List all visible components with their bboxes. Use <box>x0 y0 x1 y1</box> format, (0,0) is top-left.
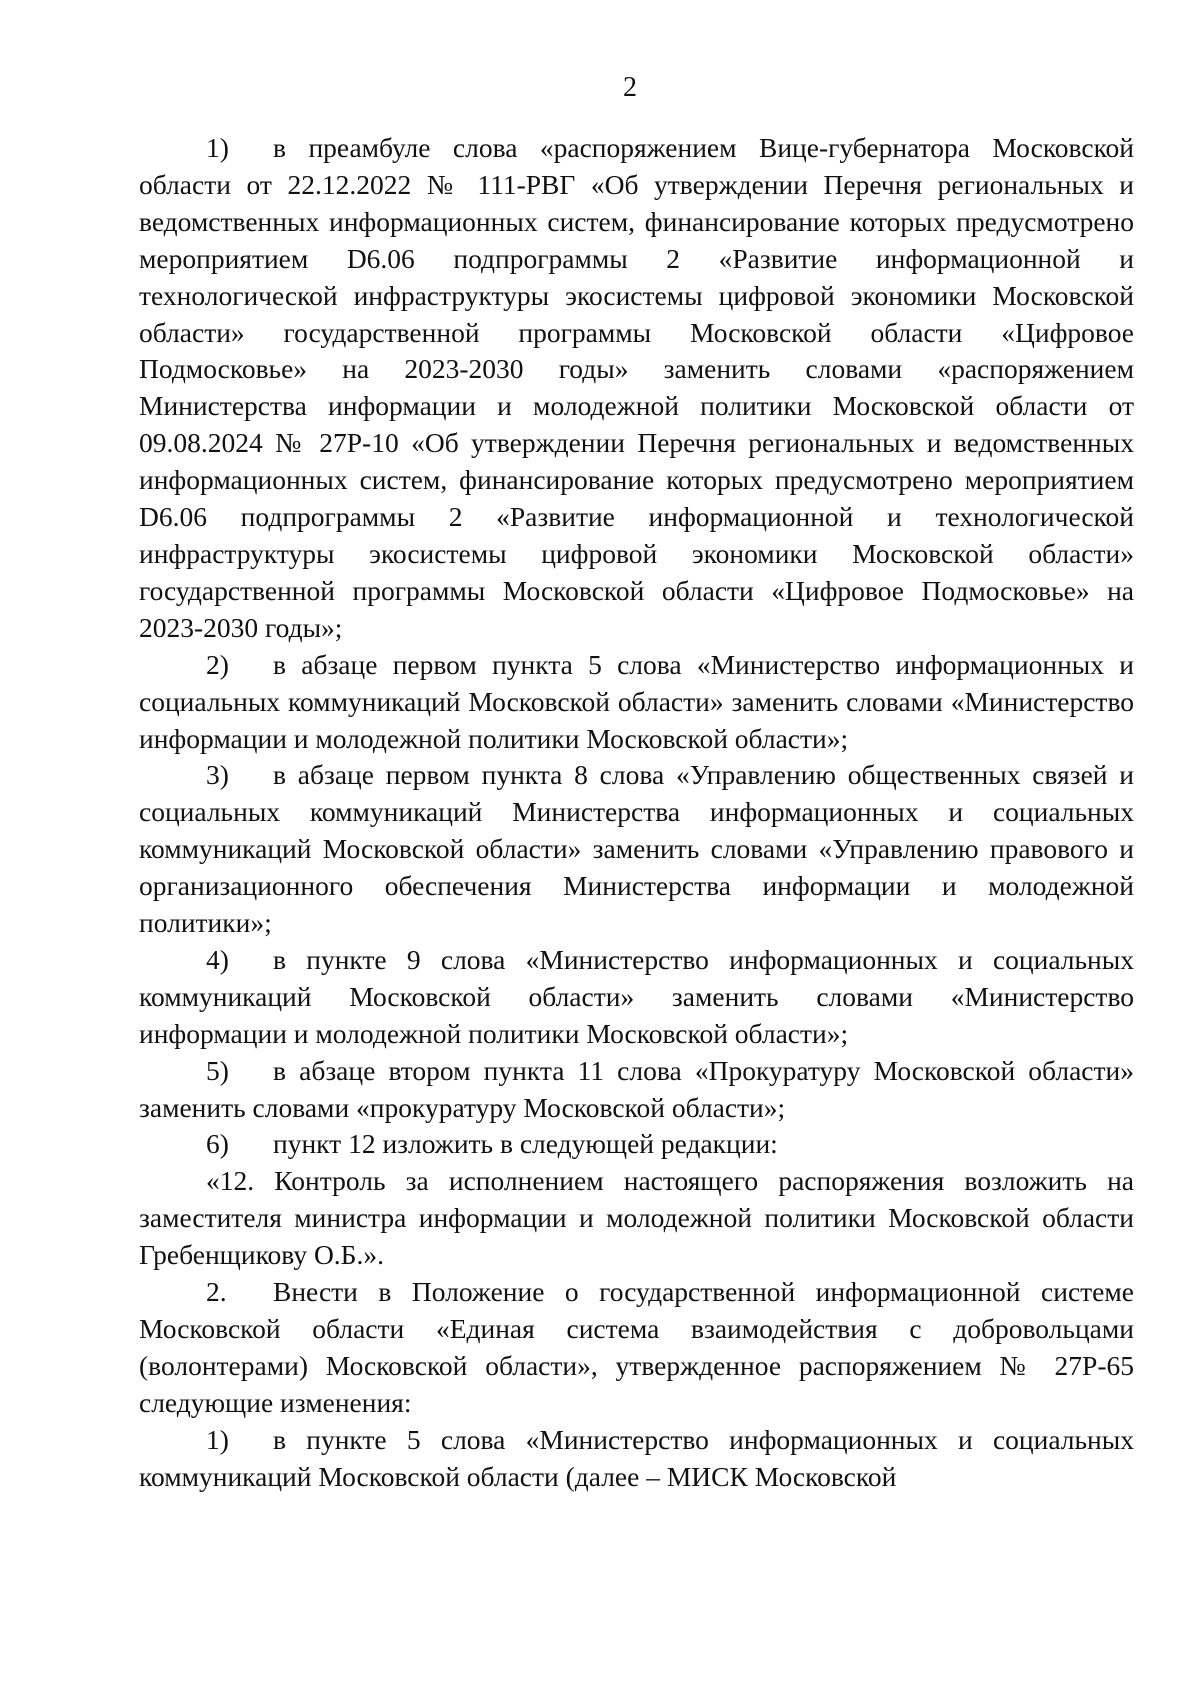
paragraph-item-1 <box>139 130 1134 647</box>
paragraph-text: в абзаце втором пункта 11 слова «Прокуратуру Московской области» заменить словами «прокуратуру Московской области»; <box>139 1054 1134 1123</box>
paragraph-text: пункт 12 изложить в следующей редакции: <box>273 1128 778 1160</box>
paragraph-item-2 <box>139 647 1134 758</box>
paragraph-item-3 <box>139 757 1134 942</box>
paragraph-number: 3) <box>206 759 229 791</box>
paragraph-text: в преамбуле слова «распоряжением Вице-губернатора Московской области от 22.12.2022 № 111-РВГ «Об утверждении Перечня региональных и ведомственных информационных систем, финансирование которых предусмотрено мероприятием D6.06 подпрограммы 2 «Развитие информационной и технологической инфраструктуры экосистемы цифровой экономики Московской области» государственной программы Московской области «Цифровое Подмосковье» на 2023-2030 годы» заменить словами «распоряжением Министерства информации и молодежной политики Московской области от 09.08.2024 № 27Р-10 «Об утверждении Перечня региональных и ведомственных информационных систем, финансирование которых предусмотрено мероприятием D6.06 подпрограммы 2 «Развитие информационной и технологической инфраструктуры экосистемы цифровой экономики Московской области» государственной программы Московской области «Цифровое Подмосковье» на 2023-2030 годы»; <box>139 132 1134 643</box>
paragraph-text: в пункте 9 слова «Министерство информационных и социальных коммуникаций Московской области» заменить словами «Министерство информации и молодежной политики Московской области»; <box>139 943 1134 1049</box>
paragraph-number: 1) <box>206 132 229 163</box>
paragraph-text: в пункте 5 слова «Министерство информационных и социальных коммуникаций Московской области (далее – МИСК Московской <box>139 1423 1134 1492</box>
paragraph-number: 5) <box>206 1054 229 1086</box>
paragraph-item-4 <box>139 942 1134 1053</box>
paragraph-number: 1) <box>206 1423 229 1455</box>
paragraph-point-12-text <box>139 1163 1134 1274</box>
paragraph-number: 4) <box>206 943 229 975</box>
paragraph-text: в абзаце первом пункта 5 слова «Министерство информационных и социальных коммуникаций Московской области» заменить словами «Министерство информации и молодежной политики Московской области»; <box>139 648 1134 754</box>
paragraph-item-5 <box>139 1053 1134 1127</box>
document-body <box>139 130 1134 1496</box>
paragraph-number: 6) <box>206 1128 229 1160</box>
paragraph-text: «12. Контроль за исполнением настоящего распоряжения возложить на заместителя министра информации и молодежной политики Московской области Гребенщикову О.Б.». <box>139 1165 1134 1271</box>
paragraph-text: Внести в Положение о государственной информационной системе Московской области «Единая система взаимодействия с добровольцами (волонтерами) Московской области», утвержденное распоряжением № 27Р-65 следующие изменения: <box>139 1276 1134 1418</box>
page-number: 2 <box>623 72 637 103</box>
paragraph-text: в абзаце первом пункта 8 слова «Управлению общественных связей и социальных коммуникаций Министерства информационных и социальных коммуникаций Московской области» заменить словами «Управлению правового и организационного обеспечения Министерства информации и молодежной политики»; <box>139 759 1134 939</box>
paragraph-section-2 <box>139 1274 1134 1422</box>
paragraph-item-1-section-2 <box>139 1422 1134 1496</box>
paragraph-number: 2) <box>206 648 229 680</box>
paragraph-number: 2. <box>206 1276 227 1308</box>
paragraph-item-6 <box>139 1126 1134 1163</box>
